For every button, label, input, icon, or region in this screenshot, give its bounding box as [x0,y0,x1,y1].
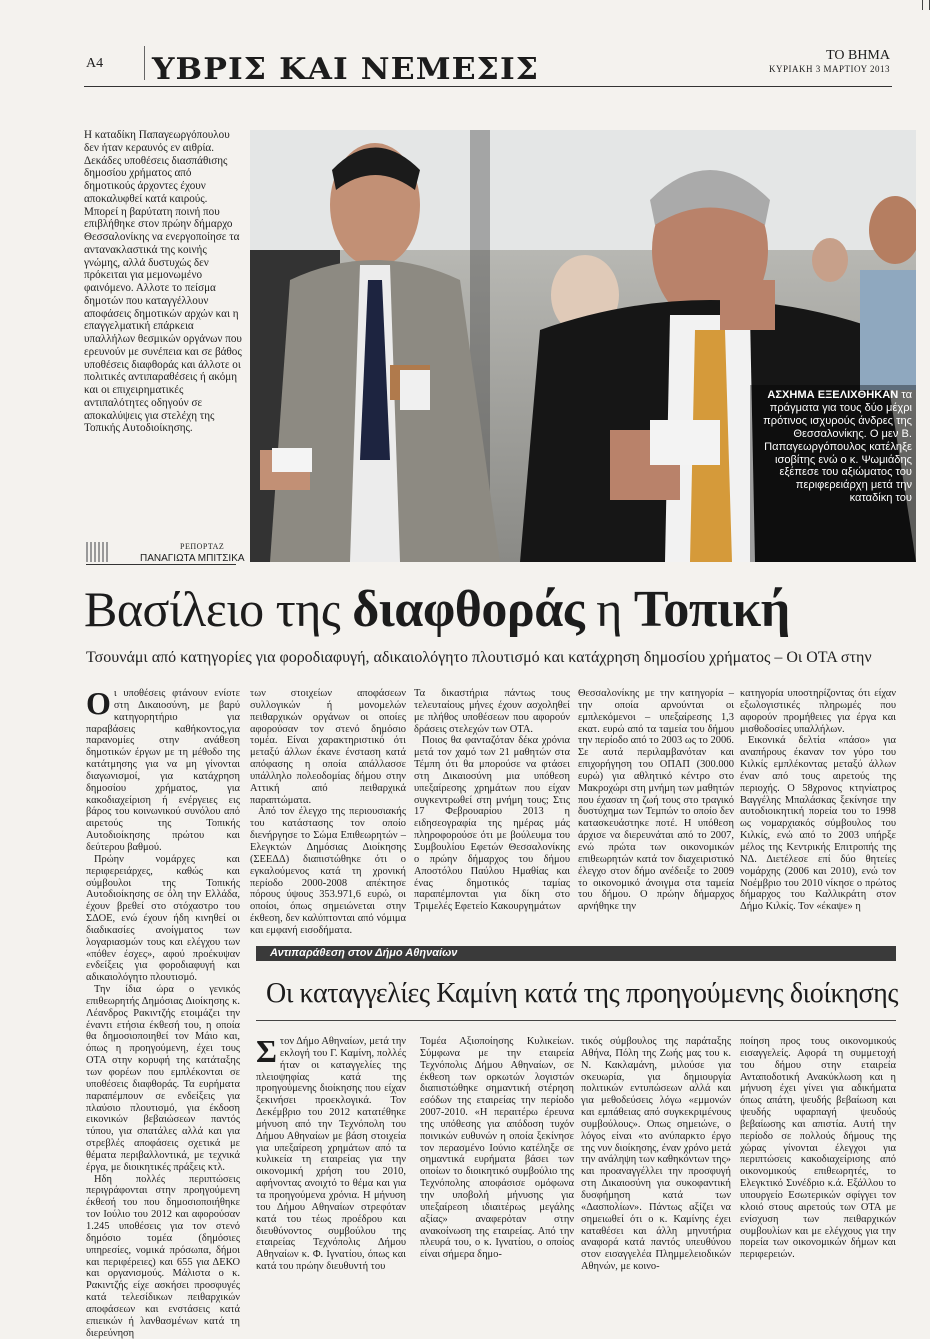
caption-lead: ΑΣΧΗΜΑ ΕΞΕΛΙΧΘΗΚΑΝ [767,389,899,401]
section-title: ΥΒΡΙΣ ΚΑΙ ΝΕΜΕΣΙΣ [152,52,540,87]
article-paragraph: Τα δικαστήρια πάντως τους τελευταίους μήνες έχουν ασχοληθεί με πλήθος υποθέσεων που αφορούν δράσεις στελεχών των ΟΤΑ. [414,688,570,735]
drop-cap: Σ [256,1033,277,1069]
photo-caption [750,389,912,505]
article-paragraph: Πρώην νομάρχες και περιφερειάρχες, καθώς και σύμβουλοι της Τοπικής Αυτοδιοίκησης σε όλη την Ελλάδα, έχουν βρεθεί στο στόχαστρο του ΣΔΟΕ, ενώ έχουν ήδη κινηθεί οι διαδικασίες ανοίγματος των λογαριασμών τους και ελέγχου των «πόθεν έσχες», αφού προέκυψαν ενδείξεις για φοροδιαφυγή και αδικαιολόγητο πλουτισμό. [86,853,240,984]
drop-cap: Ο [86,685,111,721]
box-paragraph: Τομέα Αξιοποίησης Κυλικείων. Σύμφωνα με την εταιρεία Τεχνόπολις Δήμου Αθηναίων, σε έκθεση των ορκωτών λογιστών διαπιστώθηκε σημαντική στέρηση εσόδων της εταιρείας την περίοδο 2007-2010. «Η περαιτέρω έρευνα της υπόθεσης για απόδοση τυχόν ποινικών ευθυνών η οποία ξεκίνησε τον περασμένο Ιούνιο κατέληξε σε σημαντικά ευρήματα βάσει των οποίων το διοικητικό συμβούλιο της Τεχνόπολης αποφάσισε ομόφωνα την υποβολή μήνυσης για υπεξαίρεση ιδιαιτέρως μεγάλης αξίας» αναφερόταν στην ανακοίνωση της εταιρείας. Από την πλευρά του, ο κ. Ιγνατίου, ο οποίος είναι σήμερα δημο- [420,1036,574,1261]
article-column-4 [578,688,734,913]
byline-name: ΠΑΝΑΓΙΩΤΑ ΜΠΙΤΣΙΚΑ [140,553,245,564]
article-column-1 [86,685,240,1339]
box-column-2 [420,1036,574,1261]
crop-mark [922,0,930,10]
page-number: A4 [86,56,104,71]
article-column-5 [740,688,896,913]
box-column-4 [740,1036,896,1261]
article-paragraph: των στοιχείων αποφάσεων συλλογικών ή μονομελών πειθαρχικών οργάνων οι οποίες αφορούσαν τον στενό δημόσιο τομέα. Είναι χαρακτηριστικό ότι μεταξύ άλλων έκανε ένσταση κατά απόφασης η οποία απάλλασσε υπάλληλο πολεοδομίας δήμου στην Αττική από πειθαρχικά παραπτώματα. [250,688,406,806]
box-paragraph: ποίηση προς τους οικονομικούς εισαγγελείς. Αφορά τη συμμετοχή του δήμου στην εταιρεία Ανταποδοτική Ανακύκλωση και η μήνυση έχει γίνει για αδικήματα όπως απάτη, ψευδής βεβαίωση και ψευδής υφαρπαγή ψευδούς βεβαίωσης και απιστία. Αυτή την περίοδο σε πολλούς δήμους της χώρας γίνονται έλεγχοι για περιπτώσεις κακοδιαχείρισης από οικονομικούς επιθεωρητές, το Ελεγκτικό Συνέδριο κ.ά. Εξάλλου το υπουργείο Εσωτερικών σφίγγει τον κλοιό στους αιρετούς των ΟΤΑ με ενίσχυση των πειθαρχικών συμβουλίων και με ελέγχους για την πορεία των οικονομικών δήμων και περιφερειών. [740,1036,896,1261]
article-paragraph: Θεσσαλονίκης με την κατηγορία – την οποία αρνούνται οι εμπλεκόμενοι – υπεξαίρεσης 1,3 εκατ. ευρώ από τα ταμεία του δήμου την περίοδο από το 2003 ως το 2006. Σε αυτά περιλαμβανόταν και επιχορήγηση του ΟΠΑΠ (300.000 ευρώ) για αθλητικό κέντρο στο Μακροχώρι στη μνήμη των μαθητών που έχασαν τη ζωή τους στο τραγικό δυστύχημα των Τεμπών το οποίο δεν κατασκευάστηκε ποτέ. Η υπόθεση άρχισε να διερευνάται από το 2007, ενώ πρώτα των οικονομικών επιθεωρητών κατά τον διαχειριστικό έλεγχο στον δήμο ανέδειξε το 2009 το οικονομικό άνοιγμα στα ταμεία του δήμου. Ο πρώην δήμαρχος αρνήθηκε την [578,688,734,913]
header-rule [84,86,892,87]
box-rule [256,1020,896,1021]
subheadline: Τσουνάμι από κατηγορίες για φοροδιαφυγή, αδικαιολόγητο πλουτισμό και κατάχρηση δημοσίου χρήματος – Οι ΟΤΑ στην [86,649,872,666]
headline-bold: διαφθοράς [352,581,585,638]
caption-text: τα πράγματα για τους δύο μέχρι πρότινος ισχυρούς άνδρες της Θεσσαλονίκης. Ο μεν Β. Παπαγεωργόπουλος κατέληξε ισοβίτης ενώ ο κ. Ψωμιάδης εξέπεσε του αξιώματος του περιφερειάρχη μετά την καταδίκη του [763,389,912,505]
header-divider [144,46,145,80]
barcode-icon [86,542,108,562]
article-paragraph: ι υποθέσεις φτάνουν ενίοτε στη Δικαιοσύνη, με βαρύ κατηγορητήριο για παραβάσεις καθήκοντος,για παρανομίες στην ανάθεση δημοτικών έργων με τη μέθοδο της κατάτμησης για να μη γίνονται διαγωνισμοί, για κατάχρηση δημοσίου χρήματος, για κακοδιαχείριση ή ενέργειες εις βάρος του κοινωνικού συνόλου από αιρετούς της Τοπικής Αυτοδιοίκησης πρώτου και δεύτερου βαθμού. [86,688,240,853]
box-column-1 [256,1033,406,1273]
newspaper-name: ΤΟ ΒΗΜΑ [826,48,890,63]
issue-date: ΚΥΡΙΑΚΗ 3 ΜΑΡΤΙΟΥ 2013 [769,64,890,74]
article-paragraph: κατηγορία υποστηρίζοντας ότι είχαν εξωλογιστικές πληρωμές που αφορούν προμήθειες για έργα και μισθοδοσίες υπαλλήλων. [740,688,896,735]
box-paragraph: τον Δήμο Αθηναίων, μετά την εκλογή του Γ. Καμίνη, πολλές ήταν οι καταγγελίες της πλειοψηφίας κατά της προηγούμενης διοίκησης που είχαν ξεκινήσει προεκλογικά. Τον Δεκέμβριο του 2012 κατατέθηκε μήνυση από την Τεχνόπολη του Δήμου Αθηναίων με βάση στοιχεία για υπεξαίρεση χρημάτων από τα κυλικεία τη εταιρείας για την οικονομική χρήση του 2010, αφήνοντας ανοιχτό το θέμα και για τα προηγούμενα χρόνια. Η μήνυση του Δήμου Αθηναίων στρεφόταν κατά του τέως προέδρου και διευθύνοντος συμβούλου της εταιρείας Τεχνόπολις Δήμου Αθηναίων κ. Φ. Ιγνατίου, όπως και κατά του πρώην διευθυντή του [256,1036,406,1273]
byline-label: ΡΕΠΟΡΤΑΖ [180,542,225,551]
headline-light: Βασίλειο της [84,581,341,637]
article-paragraph: Από τον έλεγχο της περιουσιακής του κατάστασης τον οποίο διενήργησε το Σώμα Επιθεωρητών – Ελεγκτών Δημόσιας Διοίκησης (ΣΕΕΔΔ) διαπιστώθηκε ότι ο εγκαλούμενος κατά τη χρονική περίοδο 2000-2008 απέκτησε πόρους ύψους 353.971,6 ευρώ, οι οποίοι, όπως σημειώνεται στην έκθεση, δεν καλύπτονται από νόμιμα και εμφανή εισοδήματα. [250,806,406,936]
article-paragraph: Εικονικά δελτία «πάσο» για αναπήρους έκαναν τον γύρο του Κιλκίς εμπλέκοντας μεταξύ άλλων έναν από τους αιρετούς της περιοχής. Ο 58χρονος κτηνίατρος Βαγγέλης Μπαλάσκας ξεκίνησε την αυτοδιοικητική πορεία του το 1998 ως νομαρχιακός σύμβουλος του Κιλκίς, ενώ από το 2003 υπήρξε μέλος της Κεντρικής Επιτροπής της ΝΔ. Διετέλεσε επί δύο θητείες νομάρχης (2006 και 2010), ενώ τον Νοέμβριο του 2010 νίκησε ο πρώτος δήμαρχος του Καλλικράτη στον Δήμο Κιλκίς. Τον «έκαψε» η [740,735,896,913]
headline [84,580,790,639]
article-column-2 [250,688,406,937]
headline-bold-2: Τοπική [633,581,790,638]
article-paragraph: Ποιος θα φανταζόταν δέκα χρόνια μετά τον χαμό των 21 μαθητών στα Τέμπη ότι θα μπορούσε να φτάσει στη Δικαιοσύνη μια υπόθεση υπεξαίρεσης χρημάτων που είχαν συγκεντρωθεί στη μνήμη τους; Στις 17 Φεβρουαρίου 2013 η ειδησεογραφία της ημέρας μάς πληροφορούσε ότι με βούλευμα του Συμβουλίου Εφετών Θεσσαλονίκης ο πρώην δήμαρχος του δήμου Αποστόλου Παύλου Ημαθίας και ένας δημοτικός ταμίας παραπέμπονται για δίκη στο Τριμελές Εφετείο Κακουργημάτων [414,735,570,913]
box-label: Αντιπαράθεση στον Δήμο Αθηναίων [270,947,458,959]
article-column-3 [414,688,570,913]
byline-rule [86,564,236,565]
headline-light-2: η [596,581,622,637]
box-title: Οι καταγγελίες Καμίνη κατά της προηγούμενης διοίκησης [266,978,899,1009]
box-paragraph: τικός σύμβουλος της παράταξης Αθήνα, Πόλη της Ζωής μας του κ. Ν. Κακλαμάνη, μιλούσε για σκευωρία, για δημιουργία πολιτικών εντυπώσεων αλλά και για μεθοδεύσεις λόγω «εμμονών και εμπάθειας από συγκεκριμένους συμβούλους». Οπως σημειώνε, ο λόγος είναι «το ανύπαρκτο έργο της νυν διοίκησης, έναν χρόνο μετά την ανάληψη των καθηκόντων της» και προαναγγέλλει την προσφυγή στη Δικαιοσύνη για συκοφαντική δυσφήμηση κατά των «Δασπολίων». Πάντως αξίζει να σημειωθεί ότι ο κ. Καμίνης έχει καταθέσει και άλλη μηνυτήρια αναφορά κατά παντός υπευθύνου στον εισαγγελέα Πλημμελειοδικών Αθηνών, με κοινο- [581,1036,731,1273]
intro-text: Η καταδίκη Παπαγεωργόπουλου δεν ήταν κεραυνός εν αιθρία. Δεκάδες υποθέσεις διασπάθισης δημοσίου χρήματος από δημοτικούς άρχοντες έχουν αποκαλυφθεί κατά καιρούς. Μπορεί η βαρύτατη ποινή που επιβλήθηκε στον πρώην δήμαρχο Θεσσαλονίκης να ενεργοποίησε τα αντανακλαστικά της κοινής γνώμης, αλλά δυστυχώς δεν πρόκειται για μεμονωμένο φαινόμενο. Αλλοτε το πείσμα δημοτών που καταγγέλλουν αποφάσεις δημοτικών αρχών και η επαγγελματική επάρκεια υπαλλήλων θεσμικών οργάνων που ερευνούν με συνέπεια και σε βάθος υποθέσεις διαφθοράς και άλλοτε οι πολιτικές αντιπαραθέσεις ή ακόμη και οι επιχειρηματικές αντιπαλότητες οδηγούν σε αποκαλύψεις για στελέχη της Τοπικής Αυτοδιοίκησης. [84,129,242,435]
article-paragraph: Ηδη πολλές περιπτώσεις περιγράφονται στην προηγούμενη έκθεσή του που δημοσιοποιήθηκε τον Ιούλιο του 2012 και αφορούσαν 1.245 υποθέσεις για τον στενό δημόσιο τομέα (δημόσιες υπηρεσίες, νομικά πρόσωπα, δήμοι και περιφέρειες) και 655 για ΔΕΚΟ και οργανισμούς. Μάλιστα ο κ. Ρακιντζής είχε ασκήσει προσφυγές κατά τελεσίδικων πειθαρχικών αποφάσεων και ενστάσεις κατά επιεικών ή λανθασμένων κατά τη διερεύνηση [86,1173,240,1339]
box-column-3 [581,1036,731,1273]
article-paragraph: Την ίδια ώρα ο γενικός επιθεωρητής Δημόσιας Διοίκησης κ. Λέανδρος Ρακιντζής ετοιμάζει την έναντι ετήσια έκθεσή του, η οποία θα δημοσιοποιηθεί τον Μάιο και, όπως η προηγούμενη, έχει τους ΟΤΑ στην κορυφή της κατάταξης των φορέων που εμπλέκονται σε υποθέσεις διαφθοράς. Τα ευρήματα παραπέμπουν σε ενδείξεις για πλαύσιο πλουτισμό, για έκδοση εικονικών βεβαιώσεων παντός τύπου, για σπατάλες αλλά και για στρεβλές αποφάσεις σχετικά με θέματα περιβαλλοντικά, με τεχνικά έργα, με διοικητικές πράξεις κτλ. [86,984,240,1173]
